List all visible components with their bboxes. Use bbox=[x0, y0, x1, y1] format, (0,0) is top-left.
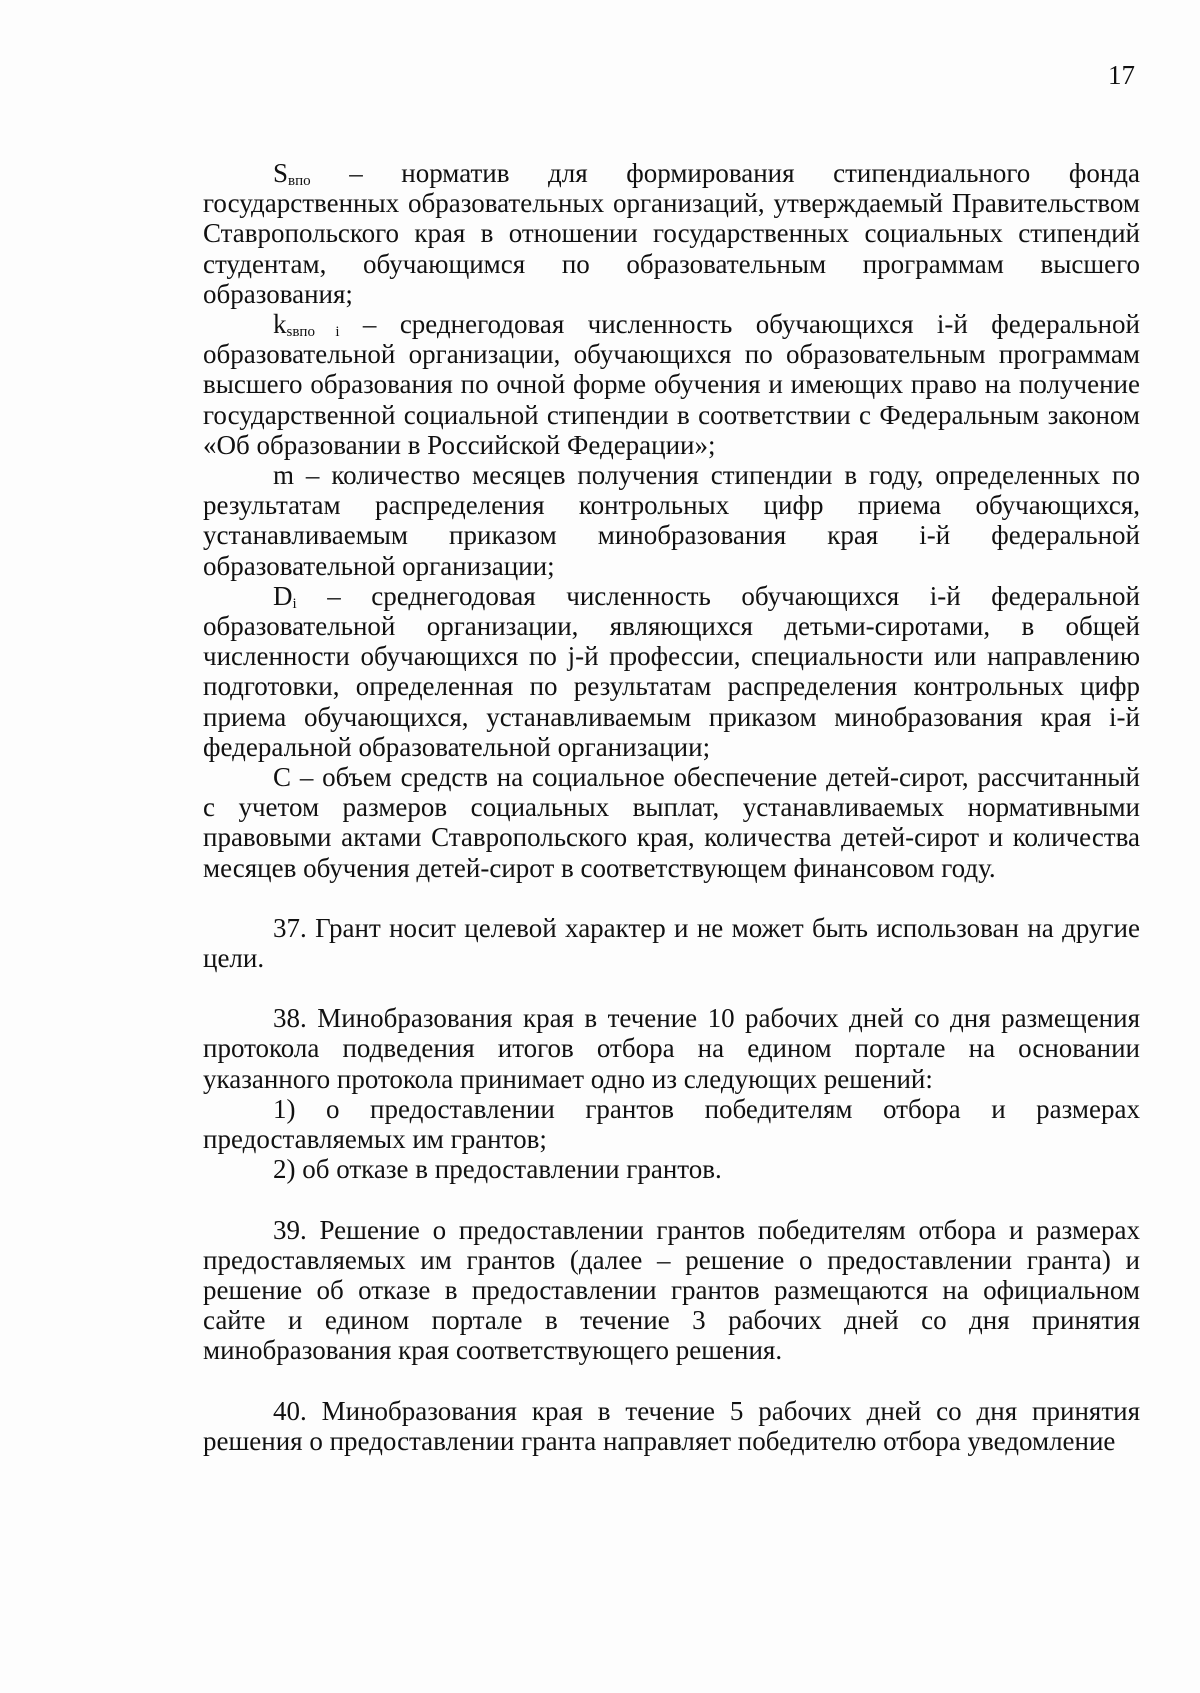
definition-d: $D_i$ – среднегодовая численность обучающихся i-й федеральной образовательной организации, являющихся детьми-сиротами, в общей численности обучающихся по j-й профессии, специальности или направлению подготовки, определенная по результатам распределения контрольных цифр приема обучающихся, устанавливаемым приказом минобразования края i-й федеральной образовательной организации; bbox=[203, 580, 1140, 762]
document-body bbox=[203, 158, 1140, 1456]
clause-38: 38. Минобразования края в течение 10 рабочих дней со дня размещения протокола подведения итогов отбора на едином портале на основании указанного протокола принимает одно из следующих решений: bbox=[203, 1003, 1140, 1094]
symbol: $S_{впо}$ bbox=[273, 158, 311, 189]
clause-38-item-1: 1) о предоставлении грантов победителям отбора и размерах предоставляемых им грантов; bbox=[203, 1093, 1140, 1155]
definition-s-vpo: $S_{впо}$ – норматив для формирования стипендиального фонда государственных образовательных организаций, утверждаемый Правительством Ставропольского края в отношении государственных социальных стипендий студентам, обучающимся по образовательным программам высшего образования; bbox=[203, 158, 1140, 309]
symbol: $D_i$ bbox=[273, 580, 297, 612]
clause-40: 40. Минобразования края в течение 5 рабочих дней со дня принятия решения о предоставлении гранта направляет победителю отбора уведомление bbox=[203, 1395, 1140, 1456]
clause-37: 37. Грант носит целевой характер и не может быть использован на другие цели. bbox=[203, 912, 1140, 974]
definition-m: m – количество месяцев получения стипендии в году, определенных по результатам распределения контрольных цифр приема обучающихся, устанавливаемым приказом минобразования края i-й федеральной образовательной организации; bbox=[203, 460, 1140, 581]
definition-k-svpo: $k_{sвпо i}$ – среднегодовая численность обучающихся i-й федеральной образовательной организации, обучающихся по образовательным программам высшего образования по очной форме обучения и имеющих право на получение государственной социальной стипендии в соответствии с Федеральным законом «Об образовании в Российской Федерации»; bbox=[203, 309, 1140, 460]
clause-38-item-2: 2) об отказе в предоставлении грантов. bbox=[273, 1154, 722, 1185]
page-number: 17 bbox=[1108, 60, 1135, 90]
clause-39: 39. Решение о предоставлении грантов победителям отбора и размерах предоставляемых им грантов (далее – решение о предоставлении гранта) и решение об отказе в предоставлении грантов размещаются на официальном сайте и едином портале в течение 3 рабочих дней со дня принятия минобразования края соответствующего решения. bbox=[203, 1214, 1140, 1366]
definition-c: С – объем средств на социальное обеспечение детей-сирот, рассчитанный с учетом размеров социальных выплат, устанавливаемых нормативными правовыми актами Ставропольского края, количества детей-сирот и количества месяцев обучения детей-сирот в соответствующем финансовом году. bbox=[203, 762, 1140, 883]
symbol: $k_{sвпо i}$ bbox=[273, 309, 340, 341]
